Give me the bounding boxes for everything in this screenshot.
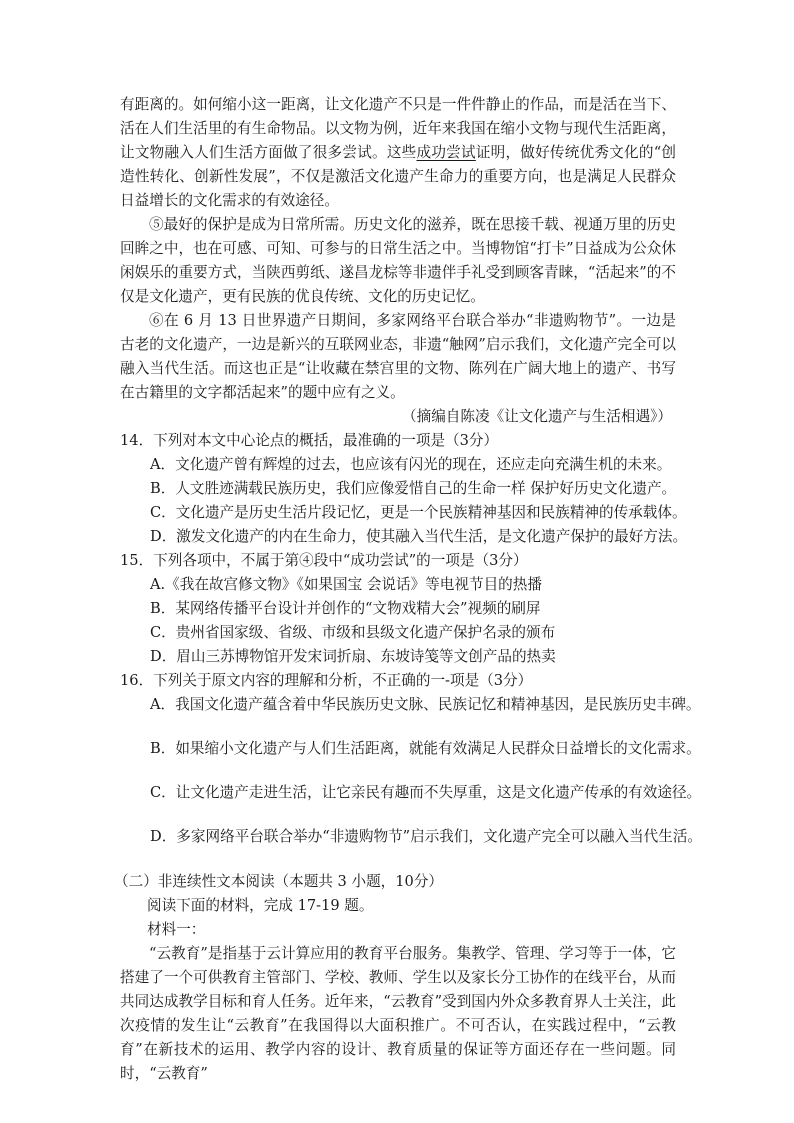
q15-option-d: D．眉山三苏博物馆开发宋词折扇、东坡诗笺等文创产品的热卖: [150, 648, 556, 665]
question-14-stem: 14．下列对本文中心论点的概括，最准确的一项是（3分）: [120, 432, 499, 449]
q14-option-d: D．激发文化遗产的内在生命力，使其融入当代生活，是文化遗产保护的最好方法。: [150, 528, 688, 545]
q16-option-b: B．如果缩小文化遗产与人们生活距离，就能有效满足人民群众日益增长的文化需求。: [150, 740, 701, 757]
source-citation: （摘编自陈凌《让文化遗产与生活相遇》）: [402, 408, 672, 425]
q15-option-c: C．贵州省国家级、省级、市级和县级文化遗产保护名录的颁布: [150, 624, 556, 641]
q14-option-a: A．文化遗产曾有辉煌的过去，也应该有闪光的现在，还应走向充满生机的未来。: [150, 456, 672, 473]
q15-option-a: A.《我在故宫修文物》《如果国宝 会说话》等电视节目的热播: [150, 576, 542, 593]
material-label: 材料一：: [147, 921, 206, 938]
para4-text-end: 证明，做好传统优秀文化的“创造性转化、创新性发展”，不仅是激活文化遗产生命力的重要方向，也是满足人民群众日益增长的文化需求的有效途径。: [120, 144, 676, 209]
question-15-stem: 15．下列各项中，不属于第④段中“成功尝试”的一项是（3分）: [120, 552, 528, 569]
q15-option-b: B．某网络传播平台设计并创作的“文物戏精大会”视频的刷屏: [150, 600, 541, 617]
underlined-phrase: 成功尝试: [416, 144, 476, 161]
q16-option-d: D．多家网络平台联合举办“非遗购物节”启示我们，文化遗产完全可以融入当代生活。: [150, 828, 703, 845]
paragraph-4-continued: [120, 93, 676, 213]
para4-text: 有距离的。如何缩小这一距离，让文化遗产不只是一件件静止的作品，而是活在当下、活在人们生活里的有生命物品。以文物为例，近年来我国在缩小文物与现代生活距离，让文物融入人们生活方面做了很多尝试。这些: [120, 96, 676, 161]
q14-option-b: B．人文胜迹满载民族历史，我们应像爱惜自己的生命一样 保护好历史文化遗产。: [150, 480, 677, 497]
q16-option-c: C．让文化遗产走进生活，让它亲民有趣而不失厚重，这是文化遗产传承的有效途径。: [150, 784, 702, 801]
section-heading: （二）非连续性文本阅读（本题共 3 小题，10分）: [114, 873, 444, 890]
paragraph-5: ⑤最好的保护是成为日常所需。历史文化的滋养，既在思接千载、视通万里的历史回眸之中，也在可感、可知、可参与的日常生活之中。当博物馆“打卡”日益成为公众休闲娱乐的重要方式，当陕西剪纸、遂昌龙棕等非遗伴手礼受到顾客青睐，“活起来”的不仅是文化遗产，更有民族的优良传统、文化的历史记忆。: [120, 216, 676, 305]
paragraph-6: ⑥在 6 月 13 日世界遗产日期间，多家网络平台联合举办“非遗购物节”。一边是古老的文化遗产，一边是新兴的互联网业态，非遗“触网”启示我们，文化遗产完全可以融入当代生活。而这也正是“让收藏在禁宫里的文物、陈列在广阔大地上的遗产、书写在古籍里的文字都活起来”的题中应有之义。: [120, 312, 676, 401]
question-16-stem: 16．下列关于原文内容的理解和分析，不正确的一-项是（3分）: [120, 672, 533, 689]
material-one-text: “云教育”是指基于云计算应用的教育平台服务。集教学、管理、学习等于一体，它搭建了一个可供教育主管部门、学校、教师、学生以及家长分工协作的在线平台，从而共同达成教学目标和育人任务。近年来，“云教育”受到国内外众多教育界人士关注，此次疫情的发生让“云教育”在我国得以大面积推广。不可否认，在实践过程中，“云教育”在新技术的运用、教学内容的设计、教育质量的保证等方面还存在一些问题。同时，“云教育”: [120, 945, 676, 1082]
q16-option-a: A．我国文化遗产蕴含着中华民族历史文脉、民族记忆和精神基因，是民族历史丰碑。: [150, 696, 701, 713]
q14-option-c: C．文化遗产是历史生活片段记忆，更是一个民族精神基因和民族精神的传承载体。: [150, 504, 687, 521]
section-instruction: 阅读下面的材料，完成 17-19 题。: [147, 897, 374, 914]
